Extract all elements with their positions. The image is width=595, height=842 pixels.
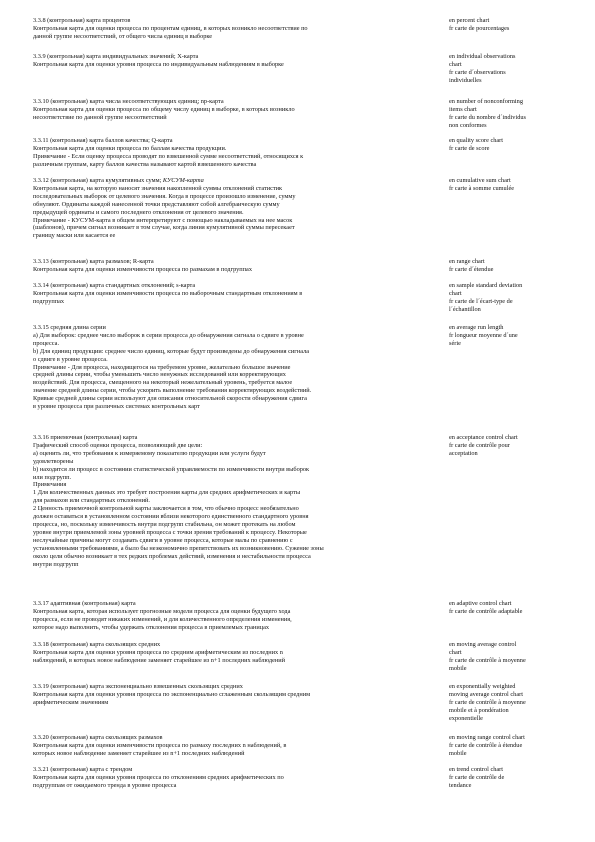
equivalent-line: en acceptance control chart (449, 434, 518, 441)
definition-line: последовательных выборок от целевого значения. Когда в процессе произошло изменение, сумму (33, 192, 296, 200)
note-line: границу маски или касается ее (33, 232, 116, 240)
note-line: в уровне процесса при различных системах контрольных карт (33, 403, 200, 411)
term-equivalents (449, 177, 579, 193)
definition-line: которое надо выполнить, чтобы удержать отклонения процесса в приемлемых границах (33, 623, 270, 631)
equivalent-line: fr carte de contrôle adaptable (449, 607, 523, 615)
equivalent-line: en average run length (449, 324, 504, 331)
definition-line: подгруппам от ожидаемого тренда в уровне процесса (33, 781, 177, 789)
equivalent-line: chart (449, 289, 462, 297)
definition-line: Контрольная карта, на которую наносят значения накопленной суммы отклонений статистик (33, 184, 283, 192)
term-heading: 3.3.21 (контрольная) карта с трендом (33, 766, 133, 773)
equivalent-line: exponentielle (449, 714, 483, 722)
equivalent-line: en moving average control (449, 641, 517, 648)
equivalent-line: en individual observations (449, 53, 516, 60)
term-definition (33, 282, 433, 306)
term-heading: 3.3.17 адаптивная (контрольная) карта (33, 600, 136, 607)
equivalent-line: en moving range control chart (449, 734, 525, 741)
definition-line: Контрольная карта для оценки уровня процесса по средним арифметическим из последних n (33, 648, 283, 656)
note-line: 2 Ценность приемочной контрольной карты заключается в том, что обычно процесс необязательно (33, 505, 299, 513)
equivalent-line: items chart (449, 105, 477, 113)
note-line: Примечание - КУСУМ-карта в общем интерпретируют с помощью накладываемых на нее масок (33, 216, 293, 224)
definition-line: Контрольная карта для оценки уровня процесса по экспоненциально сглаженным скользящим средним (33, 690, 311, 698)
term-heading: 3.3.13 (контрольная) карта размахов; R-карта (33, 258, 154, 265)
note-line: Примечание - Для процесса, находящегося на требуемом уровне, желательно большое значение (33, 363, 291, 371)
definition-line: обнуляют. Ординаты каждой нанесенной точки представляют собой алгебраическую сумму (33, 200, 280, 208)
definition-line: предыдущей ординаты и самого последнего отклонения от целевого значения. (33, 208, 244, 216)
term-definition (33, 766, 433, 790)
equivalent-line: acceptation (449, 449, 478, 457)
term-definition (33, 600, 433, 632)
term-heading: 3.3.20 (контрольная) карта скользящих размахов (33, 734, 163, 741)
equivalent-line: en trend control chart (449, 766, 504, 773)
term-definition (33, 683, 433, 707)
equivalent-line: mobile et à pondération (449, 706, 509, 714)
definition-line: арифметическим значениям (33, 698, 109, 706)
equivalent-line: fr carte de contrôle de (449, 773, 505, 781)
term-definition (33, 324, 433, 411)
equivalent-line: fr carte de score (449, 144, 490, 152)
equivalent-line: fr carte de l´écart-type de (449, 297, 513, 305)
definition-line: Контрольная карта для оценки процесса по общему числу единиц в выборке, в которых возникло (33, 105, 295, 113)
term-definition (33, 258, 433, 274)
note-line: Кривые средней длины серии используют для описания относительной скорости обнаружения сдвига (33, 395, 307, 403)
equivalent-line: fr carte d´étendue (449, 265, 494, 273)
definition-line: Контрольная карта для оценки уровня процесса по индивидуальным наблюдениям в выборке (33, 60, 284, 68)
definition-line: Контрольная карта, которая использует прогнозные модели процесса для оценки будущего хода (33, 607, 291, 615)
term-definition (33, 641, 433, 665)
definition-line: Контрольная карта для оценки процесса по баллам качества продукции. (33, 144, 227, 152)
note-line: различным группам, карту баллов качества называют картой взвешенного качества (33, 160, 257, 168)
equivalent-line: en sample standard deviation (449, 282, 523, 289)
definition-line: процесса. (33, 339, 60, 347)
equivalent-line: fr carte d´observations (449, 68, 506, 76)
definition-line: Контрольная карта для оценки уровня процесса по отклонениям средних арифметических по (33, 773, 284, 781)
note-line: около цели обычно возникает в тех редких проблемах действий, изменения и нестабильности процесса (33, 552, 311, 560)
note-line: для размахов или стандартных отклонений. (33, 497, 150, 505)
term-heading: 3.3.16 приемочная (контрольная) карта (33, 434, 138, 441)
definition-line: b) Для единиц продукции: среднее число единиц, которые будут произведены до обнаружения сигнала (33, 347, 310, 355)
note-line: воздействий. Для процесса, смещенного на некоторый нежелательный уровень, требуется малое (33, 379, 293, 387)
term-equivalents (449, 766, 579, 790)
definition-line: Контрольная карта для оценки изменчивости процесса по выборочным стандартным отклонениям в (33, 289, 303, 297)
note-line: Примечание - Если оценку процесса проводят по взвешенной сумме несоответствий, относящихся к (33, 152, 304, 160)
term-equivalents (449, 53, 579, 85)
equivalent-line: en number of nonconforming (449, 98, 523, 105)
term-heading: 3.3.9 (контрольная) карта индивидуальных значений; X-карта (33, 53, 199, 60)
term-equivalents (449, 17, 579, 33)
definition-line: Контрольная карта для оценки изменчивости процесса по размахам в подгруппах (33, 265, 252, 273)
equivalent-line: non conformes (449, 121, 487, 129)
definition-line: или подгрупп. (33, 473, 72, 481)
equivalent-line: fr carte de contrôle à étendue (449, 741, 523, 749)
term-equivalents (449, 683, 579, 723)
term-heading: 3.3.19 (контрольная) карта экспоненциально взвешенных скользящих средних (33, 683, 243, 690)
term-heading: 3.3.15 средняя длина серии (33, 324, 106, 331)
term-equivalents (449, 324, 579, 348)
definition-line: о сдвиге в уровне процесса. (33, 355, 108, 363)
equivalent-line: mobile (449, 749, 467, 757)
note-line: средней длины серии, чтобы уменьшить число ненужных исследований или корректирующих (33, 371, 286, 379)
term-equivalents (449, 641, 579, 673)
term-heading: 3.3.11 (контрольная) карта баллов качества; Q-карта (33, 137, 173, 144)
definition-line: данной группе несоответствий, от общего числа единиц в выборке (33, 32, 213, 40)
term-definition (33, 137, 433, 169)
term-equivalents (449, 98, 579, 130)
note-line: процесса, но, поскольку изменчивость внутри подгрупп стабильна, он может протекать на любом (33, 520, 296, 528)
equivalent-line: fr carte de contrôle à moyenne (449, 698, 526, 706)
equivalent-line: chart (449, 648, 462, 656)
definition-line: процесса, если не проводят никаких изменений, и для количественного определения изменения, (33, 615, 292, 623)
term-heading (33, 177, 433, 185)
equivalent-line: en exponentially weighted (449, 683, 516, 690)
term-definition (33, 53, 433, 69)
equivalent-line: en cumulative sum chart (449, 177, 511, 184)
equivalent-line: l´échantillon (449, 305, 481, 313)
definition-line: a) оценить ли, что требования к измеряемому показателю продукции или услуги будут (33, 449, 266, 457)
equivalent-line: fr carte du nombre d´individus (449, 113, 526, 121)
note-line: 1 Для количественных данных это требует построения карты для средних арифметических и карты (33, 489, 301, 497)
term-heading: 3.3.10 (контрольная) карта числа несоответствующих единиц; np-карта (33, 98, 224, 105)
term-symbol: КУСУМ-карта (162, 177, 204, 184)
term-equivalents (449, 258, 579, 274)
note-line: установленными требованиями, а было бы неэкономично препятствовать их возникновению. Сужение зоны (33, 544, 324, 552)
term-equivalents (449, 434, 579, 458)
definition-line: удовлетворены (33, 457, 74, 465)
equivalent-line: fr longueur moyenne d´une (449, 331, 518, 339)
equivalent-line: fr carte à somme cumulée (449, 184, 515, 192)
term-heading-text: 3.3.12 (контрольная) карта кумулятивных сумм; (33, 177, 163, 184)
note-line: Примечания (33, 481, 67, 489)
equivalent-line: mobile (449, 664, 467, 672)
term-equivalents (449, 282, 579, 314)
equivalent-line: fr carte de contrôle à moyenne (449, 656, 526, 664)
note-line: неслучайные причины могут создавать сдвиги в уровне процесса, которые малы по сравнению с (33, 536, 293, 544)
definition-line: наблюдений, в которых новое наблюдение заменяет старейшее из n+1 последних наблюдений (33, 656, 286, 664)
equivalent-line: chart (449, 60, 462, 68)
definition-line: Графический способ оценки процесса, позволяющий две цели: (33, 441, 203, 449)
note-line: должен оставаться в установленном состоянии вблизи некоторого единственного стандартного уровня (33, 513, 309, 521)
term-equivalents (449, 600, 579, 616)
term-definition (33, 734, 433, 758)
definition-line: Контрольная карта для оценки изменчивости процесса по размаху последних n наблюдений, в (33, 741, 287, 749)
definition-line: Контрольная карта для оценки процесса по процентам единиц, в которых возникло несоответствие по (33, 24, 308, 32)
note-line: значение средней длины серии, чтобы ускорить выполнение требования корректирующих воздействий. (33, 387, 312, 395)
definition-line: a) Для выборок: среднее число выборок в серии процесса до обнаружения сигнала о сдвиге в уровне (33, 331, 304, 339)
equivalent-line: en quality score chart (449, 137, 504, 144)
term-definition (33, 17, 433, 41)
equivalent-line: en range chart (449, 258, 485, 265)
equivalent-line: fr carte de contrôle pour (449, 441, 510, 449)
note-line: внутри подгрупп (33, 560, 79, 568)
term-heading: 3.3.14 (контрольная) карта стандартных отклонений; s-карта (33, 282, 196, 289)
term-heading: 3.3.18 (контрольная) карта скользящих средних (33, 641, 161, 648)
term-definition (33, 434, 433, 568)
equivalent-line: en percent chart (449, 17, 490, 24)
equivalent-line: moving average control chart (449, 690, 523, 698)
term-definition (33, 177, 433, 240)
term-heading: 3.3.8 (контрольная) карта процентов (33, 17, 131, 24)
term-definition (33, 98, 433, 122)
equivalent-line: série (449, 339, 461, 347)
term-equivalents (449, 734, 579, 758)
equivalent-line: tendance (449, 781, 472, 789)
equivalent-line: en adaptive control chart (449, 600, 512, 607)
note-line: (шаблонов), причем сигнал возникает в том случае, когда линия кумулятивной суммы пересекает (33, 224, 295, 232)
definition-line: подгруппах (33, 297, 65, 305)
equivalent-line: fr carte de pourcentages (449, 24, 510, 32)
definition-line: b) находится ли процесс в состоянии статистической управляемости по изменчивости внутри выборок (33, 465, 310, 473)
term-equivalents (449, 137, 579, 153)
equivalent-line: individuelles (449, 76, 482, 84)
note-line: уровне внутри приемлемой зоны уровней процесса с точки зрения требований к процессу. Некоторые (33, 528, 307, 536)
definition-line: которых новое наблюдение заменяет старейшее из n+1 последних наблюдений (33, 749, 245, 757)
definition-line: несоответствие по данной группе несоответствий (33, 113, 167, 121)
